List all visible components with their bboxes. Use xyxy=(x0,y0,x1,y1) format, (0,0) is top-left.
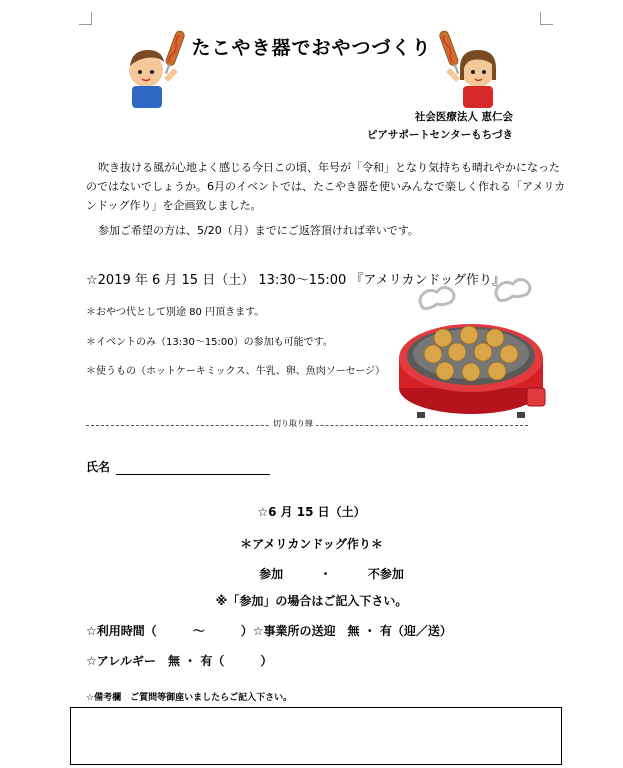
choice-separator: ・ xyxy=(319,567,332,581)
note-item: ＊イベントのみ（13:30～15:00）の参加も可能です。 xyxy=(86,337,333,348)
name-underline xyxy=(116,474,270,475)
fill-instruction: ※「参加」の場合はご記入下さい。 xyxy=(215,594,408,608)
form-event-name: ＊アメリカンドッグ作り＊ xyxy=(240,537,383,551)
page-corner-mark-right xyxy=(540,12,553,25)
reply-deadline-text: 参加ご希望の方は、5/20（月）までにご返答頂ければ幸いです。 xyxy=(98,224,419,237)
cut-line-label: 切り取り線 xyxy=(270,418,316,429)
attendance-choice xyxy=(20,565,623,582)
usage-time-row: ☆利用時間（ ～ ）☆事業所の送迎 無 ・ 有（迎／送） xyxy=(86,624,452,638)
choice-absent: 不参加 xyxy=(367,567,404,581)
remarks-label: ☆備考欄 ご質問等御座いましたらご記入下さい。 xyxy=(86,693,293,703)
event-datetime: ☆2019 年 6 月 15 日（土） 13:30～15:00 『アメリカンドッグ作り』 xyxy=(86,273,505,288)
takoyaki-maker-icon xyxy=(393,278,553,424)
form-date: ☆6 月 15 日（土） xyxy=(257,505,366,519)
page-corner-mark-left xyxy=(79,12,92,25)
choice-attend: 参加 xyxy=(259,567,284,581)
organization-center: ピアサポートセンターもちづき xyxy=(366,129,513,141)
allergy-row: ☆アレルギー 無 ・ 有（ ） xyxy=(86,654,273,668)
note-item: ＊おやつ代として別途 80 円頂きます。 xyxy=(86,307,265,318)
intro-paragraph: 吹き抜ける風が心地よく感じる今日この頃、年号が「令和」となり気持ちも晴れやかになったのではないでしょうか。6月のイベントでは、たこやき器を使いみんなで楽しく作れる「アメリカンドッグ作り」を企画致しました。 xyxy=(86,161,566,212)
note-item: ＊使うもの（ホットケーキミックス、牛乳、卵、魚肉ソーセージ） xyxy=(86,366,385,377)
page-title: たこやき器でおやつづくり xyxy=(191,37,432,59)
remarks-box xyxy=(70,707,562,765)
name-label: 氏名 xyxy=(86,460,111,474)
organization-name: 社会医療法人 恵仁会 xyxy=(414,111,513,123)
